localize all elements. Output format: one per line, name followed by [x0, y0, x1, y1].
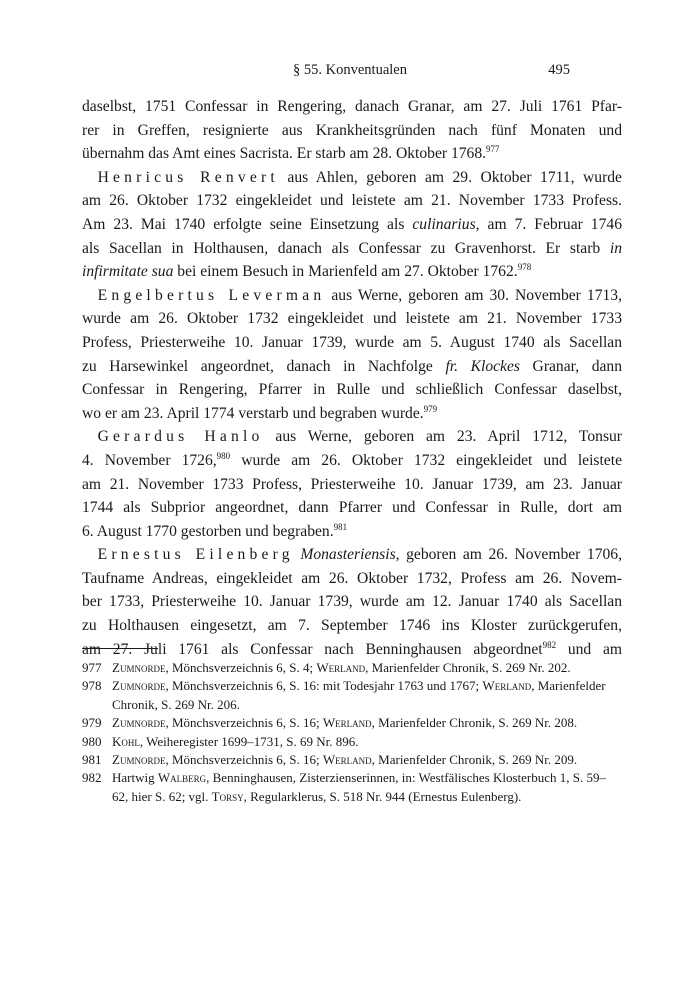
text-line: wo er am 23. April 1774 verstarb und begraben wurde.$^{979}$ — [82, 403, 438, 422]
main-text — [82, 95, 622, 661]
footnote — [82, 714, 622, 732]
footnote-ref[interactable]: 980 — [216, 450, 231, 461]
footnote-number: 978 — [82, 678, 102, 694]
running-header-title: § 55. Konventualen — [293, 62, 407, 78]
person-name: Engelbertus Leverman — [97, 286, 326, 304]
footnote — [82, 733, 622, 751]
text-line: wurde am 26. Oktober 1732 eingekleidet und leistete am 21. November 1733 — [82, 310, 622, 328]
text-line: Profess, Priesterweihe 10. Januar 1739, wurde am 5. August 1740 als Sacellan — [82, 333, 622, 351]
footnote-ref[interactable]: 982 — [542, 639, 557, 650]
footnote-ref[interactable]: 977 — [486, 144, 500, 155]
text-line: Engelbertus Leverman aus Werne, geboren am 30. November 1713, — [97, 286, 622, 304]
footnote-number: 980 — [82, 733, 102, 749]
footnote-text: Zumnorde, Mönchsverzeichnis 6, S. 4; Werland, Marienfelder Chronik, S. 269 Nr. 202. — [112, 660, 571, 675]
text-line: Ernestus Eilenberg Monasteriensis, geboren am 26. November 1706, — [97, 546, 622, 564]
text-line: übernahm das Amt eines Sacrista. Er starb am 28. Oktober 1768.$^{977}$ — [82, 144, 500, 163]
footnote-ref[interactable]: 981 — [333, 521, 348, 532]
page-number: 495 — [548, 62, 570, 78]
text-line: infirmitate sua bei einem Besuch in Marienfeld am 27. Oktober 1762.$^{978}$ — [82, 262, 532, 281]
footnote-text: Zumnorde, Mönchsverzeichnis 6, S. 16; Werland, Marienfelder Chronik, S. 269 Nr. 208. — [112, 715, 578, 731]
footnotes — [82, 659, 622, 806]
text-line: daselbst, 1751 Confessar in Rengering, danach Granar, am 27. Juli 1761 Pfar- — [82, 98, 622, 115]
text-line: Gerardus Hanlo aus Werne, geboren am 23. April 1712, Tonsur — [97, 428, 622, 446]
text-line: am 21. November 1733 Profess, Priesterweihe 10. Januar 1739, am 23. Januar — [82, 475, 622, 493]
footnote — [82, 677, 622, 714]
text-line: 1744 als Subprior angeordnet, dann Pfarrer und Confessar in Rulle, dort am — [82, 499, 622, 517]
footnote-text: Hartwig Walberg, Benninghausen, Zisterzienserinnen, in: Westfälisches Klosterbuch 1, S. 59–62, hier S. 62; vgl. Torsy, Regularklerus, S. 518 Nr. 944 (Ernestus Eulenberg). — [112, 770, 606, 804]
text-line: Am 23. Mai 1740 erfolgte seine Einsetzung als culinarius, am 7. Februar 1746 — [82, 215, 622, 233]
footnote-number: 981 — [82, 752, 102, 768]
footnote-number: 977 — [82, 660, 102, 675]
footnote-ref[interactable]: 979 — [423, 403, 438, 414]
footnote-text: Zumnorde, Mönchsverzeichnis 6, S. 16; Werland, Marienfelder Chronik, S. 269 Nr. 209. — [112, 752, 578, 768]
text-line: Confessar in Rengering, Pfarrer in Rulle und schließlich Confessar daselbst, — [82, 381, 622, 399]
person-name: Henricus Renvert — [97, 168, 279, 186]
footnote — [82, 751, 622, 769]
text-line: als Sacellan in Holthausen, danach als Confessar zu Gravenhorst. Er starb in — [82, 239, 622, 257]
text-line: zu Harsewinkel angeordnet, danach in Nachfolge fr. Klockes Granar, dann — [82, 357, 623, 375]
text-line: Taufname Andreas, eingekleidet am 26. Oktober 1732, Profess am 26. Novem- — [82, 569, 622, 587]
footnote-text: Zumnorde, Mönchsverzeichnis 6, S. 16: mit Todesjahr 1763 und 1767; Werland, Marienfelder Chronik, S. 269 Nr. 206. — [112, 678, 606, 712]
footnote-text: Kohl, Weiheregister 1699–1731, S. 69 Nr. 896. — [112, 733, 359, 749]
footnote — [82, 659, 622, 677]
footnote-number: 982 — [82, 770, 102, 786]
footnote-ref[interactable]: 978 — [517, 262, 532, 273]
footnote-number: 979 — [82, 715, 102, 731]
footnote-rule — [82, 648, 158, 649]
person-name: Gerardus Hanlo — [97, 428, 264, 446]
text-line: 6. August 1770 gestorben und begraben.$^{981}$ — [82, 521, 348, 540]
text-line: zu Holthausen eingesetzt, am 7. September 1746 ins Kloster zurückgerufen, — [82, 617, 622, 635]
text-line: Henricus Renvert aus Ahlen, geboren am 29. Oktober 1711, wurde — [97, 168, 622, 186]
text-line: am 26. Oktober 1732 eingekleidet und leistete am 21. November 1733 Profess. — [82, 192, 622, 210]
text-line: am 27. Juli 1761 als Confessar nach Benninghausen abgeordnet$^{982}$ und am — [82, 639, 623, 658]
text-line: ber 1733, Priesterweihe 10. Januar 1739, wurde am 12. Januar 1740 als Sacellan — [82, 593, 622, 611]
footnote — [82, 769, 622, 806]
text-line: rer in Greffen, resignierte aus Krankheitsgründen nach fünf Monaten und — [82, 121, 622, 139]
text-line: 4. November 1726,$^{980}$ wurde am 26. Oktober 1732 eingekleidet und leistete — [82, 450, 622, 469]
person-name: Ernestus Eilenberg — [97, 546, 294, 564]
